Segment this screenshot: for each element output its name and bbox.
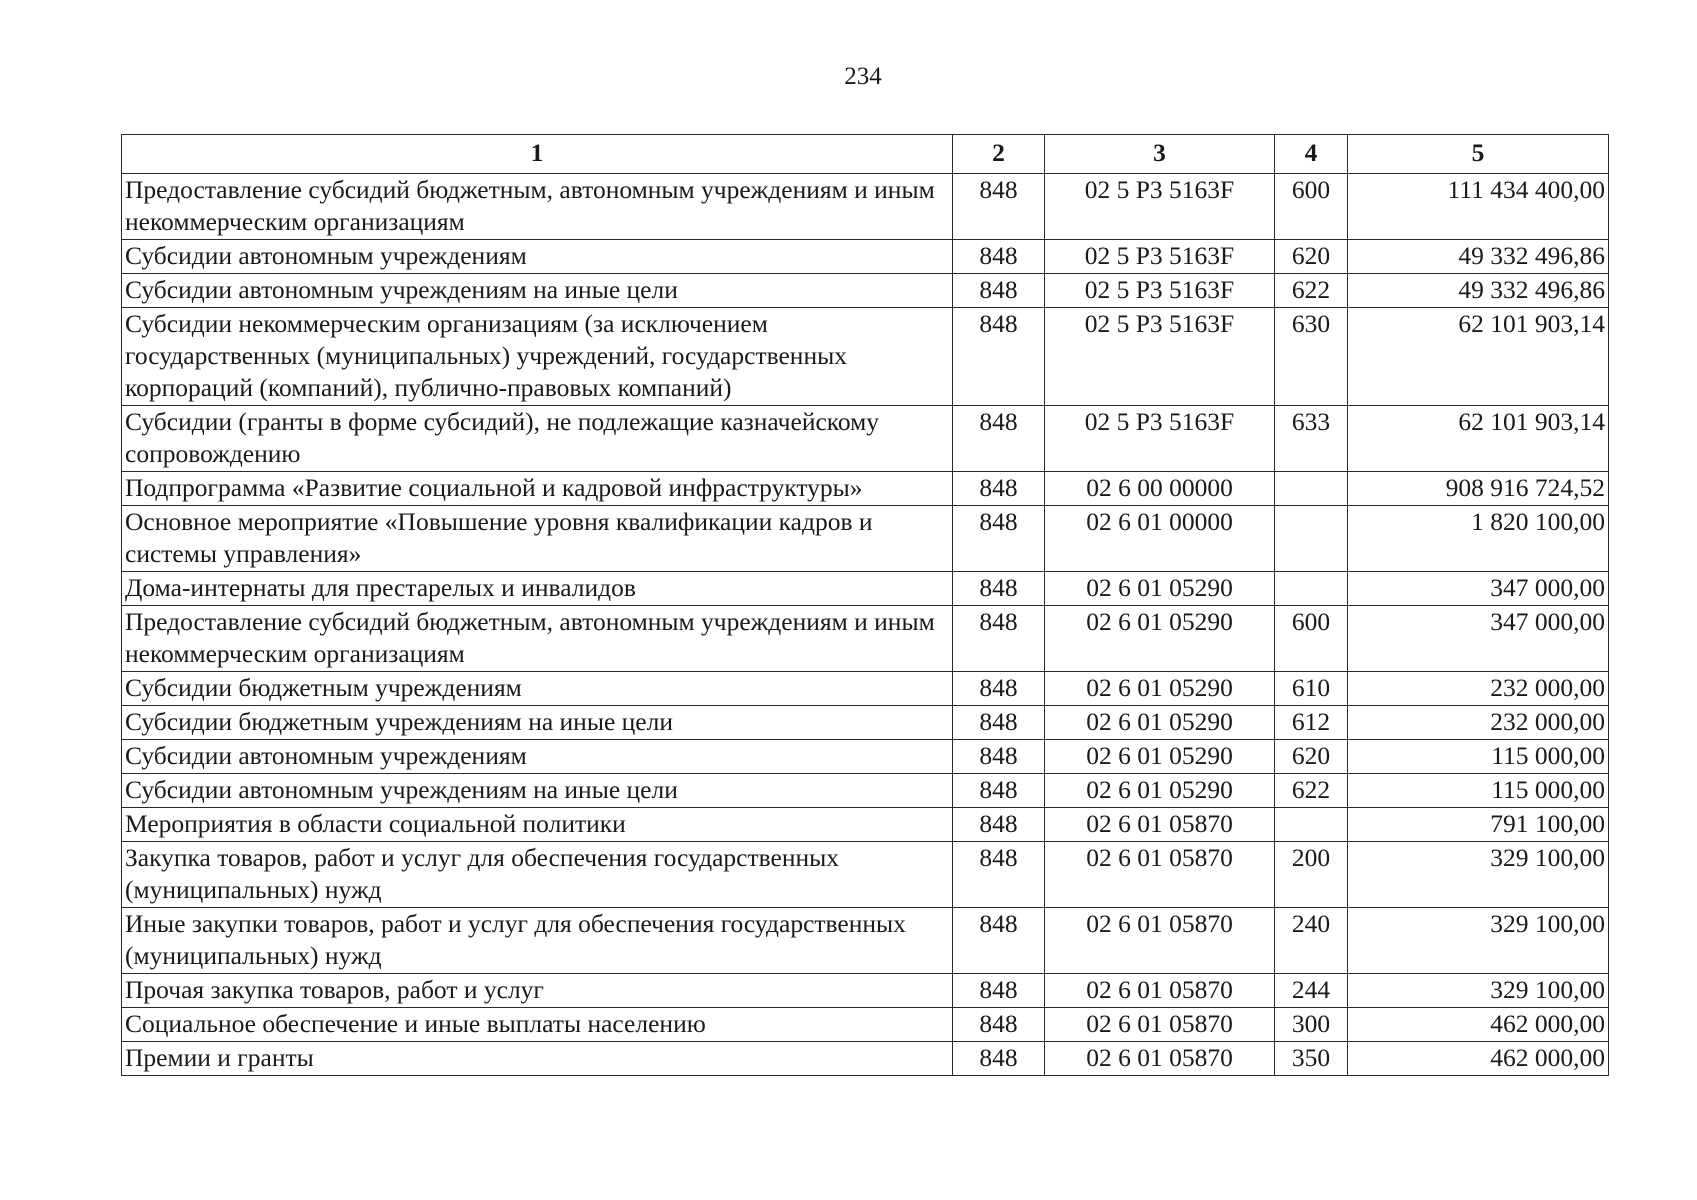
cell-expense-type: 633 (1275, 406, 1348, 472)
cell-name: Подпрограмма «Развитие социальной и кадровой инфраструктуры» (122, 472, 953, 506)
cell-name: Субсидии автономным учреждениям (122, 740, 953, 774)
cell-name: Основное мероприятие «Повышение уровня квалификации кадров и системы управления» (122, 506, 953, 572)
cell-target-code: 02 5 Р3 5163F (1045, 240, 1275, 274)
cell-code: 848 (953, 240, 1045, 274)
table-row (122, 808, 1609, 842)
table-row (122, 1008, 1609, 1042)
table-row (122, 740, 1609, 774)
table-row (122, 274, 1609, 308)
cell-expense-type: 300 (1275, 1008, 1348, 1042)
cell-expense-type: 622 (1275, 774, 1348, 808)
table-row (122, 472, 1609, 506)
cell-target-code: 02 6 01 00000 (1045, 506, 1275, 572)
cell-code: 848 (953, 472, 1045, 506)
cell-amount: 62 101 903,14 (1348, 308, 1609, 406)
cell-code: 848 (953, 572, 1045, 606)
header-col-4: 4 (1275, 135, 1348, 174)
cell-expense-type: 612 (1275, 706, 1348, 740)
cell-code: 848 (953, 506, 1045, 572)
cell-code: 848 (953, 842, 1045, 908)
table-row (122, 908, 1609, 974)
cell-code: 848 (953, 672, 1045, 706)
cell-target-code: 02 6 01 05290 (1045, 774, 1275, 808)
cell-name: Предоставление субсидий бюджетным, автономным учреждениям и иным некоммерческим организациям (122, 174, 953, 240)
table-row (122, 606, 1609, 672)
cell-code: 848 (953, 808, 1045, 842)
cell-name: Субсидии автономным учреждениям (122, 240, 953, 274)
cell-name: Субсидии бюджетным учреждениям на иные цели (122, 706, 953, 740)
table-row (122, 842, 1609, 908)
cell-code: 848 (953, 908, 1045, 974)
cell-amount: 329 100,00 (1348, 842, 1609, 908)
cell-name: Субсидии (гранты в форме субсидий), не подлежащие казначейскому сопровождению (122, 406, 953, 472)
table-row (122, 308, 1609, 406)
budget-table (121, 134, 1609, 1076)
cell-name: Дома-интернаты для престарелых и инвалидов (122, 572, 953, 606)
cell-amount: 232 000,00 (1348, 706, 1609, 740)
cell-amount: 908 916 724,52 (1348, 472, 1609, 506)
cell-name: Субсидии бюджетным учреждениям (122, 672, 953, 706)
cell-target-code: 02 6 01 05870 (1045, 808, 1275, 842)
cell-target-code: 02 6 00 00000 (1045, 472, 1275, 506)
cell-target-code: 02 6 01 05290 (1045, 672, 1275, 706)
table-row (122, 406, 1609, 472)
cell-name: Закупка товаров, работ и услуг для обеспечения государственных (муниципальных) нужд (122, 842, 953, 908)
cell-target-code: 02 6 01 05870 (1045, 974, 1275, 1008)
cell-target-code: 02 5 Р3 5163F (1045, 274, 1275, 308)
page-number: 234 (844, 63, 882, 90)
cell-target-code: 02 6 01 05870 (1045, 908, 1275, 974)
cell-code: 848 (953, 706, 1045, 740)
cell-code: 848 (953, 606, 1045, 672)
cell-code: 848 (953, 1042, 1045, 1076)
cell-expense-type: 240 (1275, 908, 1348, 974)
cell-amount: 462 000,00 (1348, 1042, 1609, 1076)
cell-expense-type: 620 (1275, 740, 1348, 774)
cell-expense-type: 600 (1275, 174, 1348, 240)
cell-expense-type (1275, 472, 1348, 506)
cell-expense-type: 630 (1275, 308, 1348, 406)
cell-amount: 115 000,00 (1348, 774, 1609, 808)
cell-amount: 49 332 496,86 (1348, 274, 1609, 308)
cell-target-code: 02 5 Р3 5163F (1045, 406, 1275, 472)
table-row (122, 1042, 1609, 1076)
cell-amount: 347 000,00 (1348, 606, 1609, 672)
cell-target-code: 02 6 01 05870 (1045, 1042, 1275, 1076)
cell-amount: 49 332 496,86 (1348, 240, 1609, 274)
cell-code: 848 (953, 308, 1045, 406)
cell-expense-type: 600 (1275, 606, 1348, 672)
cell-target-code: 02 6 01 05290 (1045, 606, 1275, 672)
cell-name: Социальное обеспечение и иные выплаты населению (122, 1008, 953, 1042)
cell-expense-type (1275, 808, 1348, 842)
cell-amount: 111 434 400,00 (1348, 174, 1609, 240)
cell-amount: 329 100,00 (1348, 974, 1609, 1008)
cell-code: 848 (953, 274, 1045, 308)
cell-name: Иные закупки товаров, работ и услуг для обеспечения государственных (муниципальных) нужд (122, 908, 953, 974)
header-row (122, 135, 1609, 174)
cell-expense-type (1275, 572, 1348, 606)
cell-code: 848 (953, 406, 1045, 472)
header-col-5: 5 (1348, 135, 1609, 174)
table-header (122, 135, 1609, 174)
cell-amount: 347 000,00 (1348, 572, 1609, 606)
cell-amount: 1 820 100,00 (1348, 506, 1609, 572)
cell-target-code: 02 6 01 05290 (1045, 572, 1275, 606)
table-row (122, 572, 1609, 606)
cell-target-code: 02 6 01 05290 (1045, 706, 1275, 740)
table-row (122, 506, 1609, 572)
cell-expense-type: 244 (1275, 974, 1348, 1008)
cell-target-code: 02 6 01 05290 (1045, 740, 1275, 774)
cell-expense-type: 622 (1275, 274, 1348, 308)
table-row (122, 174, 1609, 240)
cell-amount: 115 000,00 (1348, 740, 1609, 774)
cell-amount: 462 000,00 (1348, 1008, 1609, 1042)
table-row (122, 240, 1609, 274)
header-col-3: 3 (1045, 135, 1275, 174)
cell-target-code: 02 6 01 05870 (1045, 1008, 1275, 1042)
cell-name: Субсидии некоммерческим организациям (за исключением государственных (муниципальных) учреждений, государственных корпораций (компаний), публично-правовых компаний) (122, 308, 953, 406)
cell-target-code: 02 5 Р3 5163F (1045, 174, 1275, 240)
cell-name: Прочая закупка товаров, работ и услуг (122, 974, 953, 1008)
cell-expense-type: 350 (1275, 1042, 1348, 1076)
cell-amount: 329 100,00 (1348, 908, 1609, 974)
cell-amount: 232 000,00 (1348, 672, 1609, 706)
cell-amount: 791 100,00 (1348, 808, 1609, 842)
cell-expense-type: 610 (1275, 672, 1348, 706)
cell-code: 848 (953, 1008, 1045, 1042)
cell-target-code: 02 6 01 05870 (1045, 842, 1275, 908)
header-col-1: 1 (122, 135, 953, 174)
table-body (122, 174, 1609, 1076)
table-row (122, 672, 1609, 706)
cell-target-code: 02 5 Р3 5163F (1045, 308, 1275, 406)
cell-expense-type (1275, 506, 1348, 572)
header-col-2: 2 (953, 135, 1045, 174)
cell-code: 848 (953, 174, 1045, 240)
cell-expense-type: 200 (1275, 842, 1348, 908)
cell-expense-type: 620 (1275, 240, 1348, 274)
cell-amount: 62 101 903,14 (1348, 406, 1609, 472)
cell-name: Предоставление субсидий бюджетным, автономным учреждениям и иным некоммерческим организациям (122, 606, 953, 672)
cell-code: 848 (953, 740, 1045, 774)
table-row (122, 706, 1609, 740)
cell-name: Премии и гранты (122, 1042, 953, 1076)
table-row (122, 774, 1609, 808)
cell-name: Субсидии автономным учреждениям на иные цели (122, 774, 953, 808)
table-row (122, 974, 1609, 1008)
cell-name: Мероприятия в области социальной политики (122, 808, 953, 842)
cell-name: Субсидии автономным учреждениям на иные цели (122, 274, 953, 308)
cell-code: 848 (953, 774, 1045, 808)
cell-code: 848 (953, 974, 1045, 1008)
